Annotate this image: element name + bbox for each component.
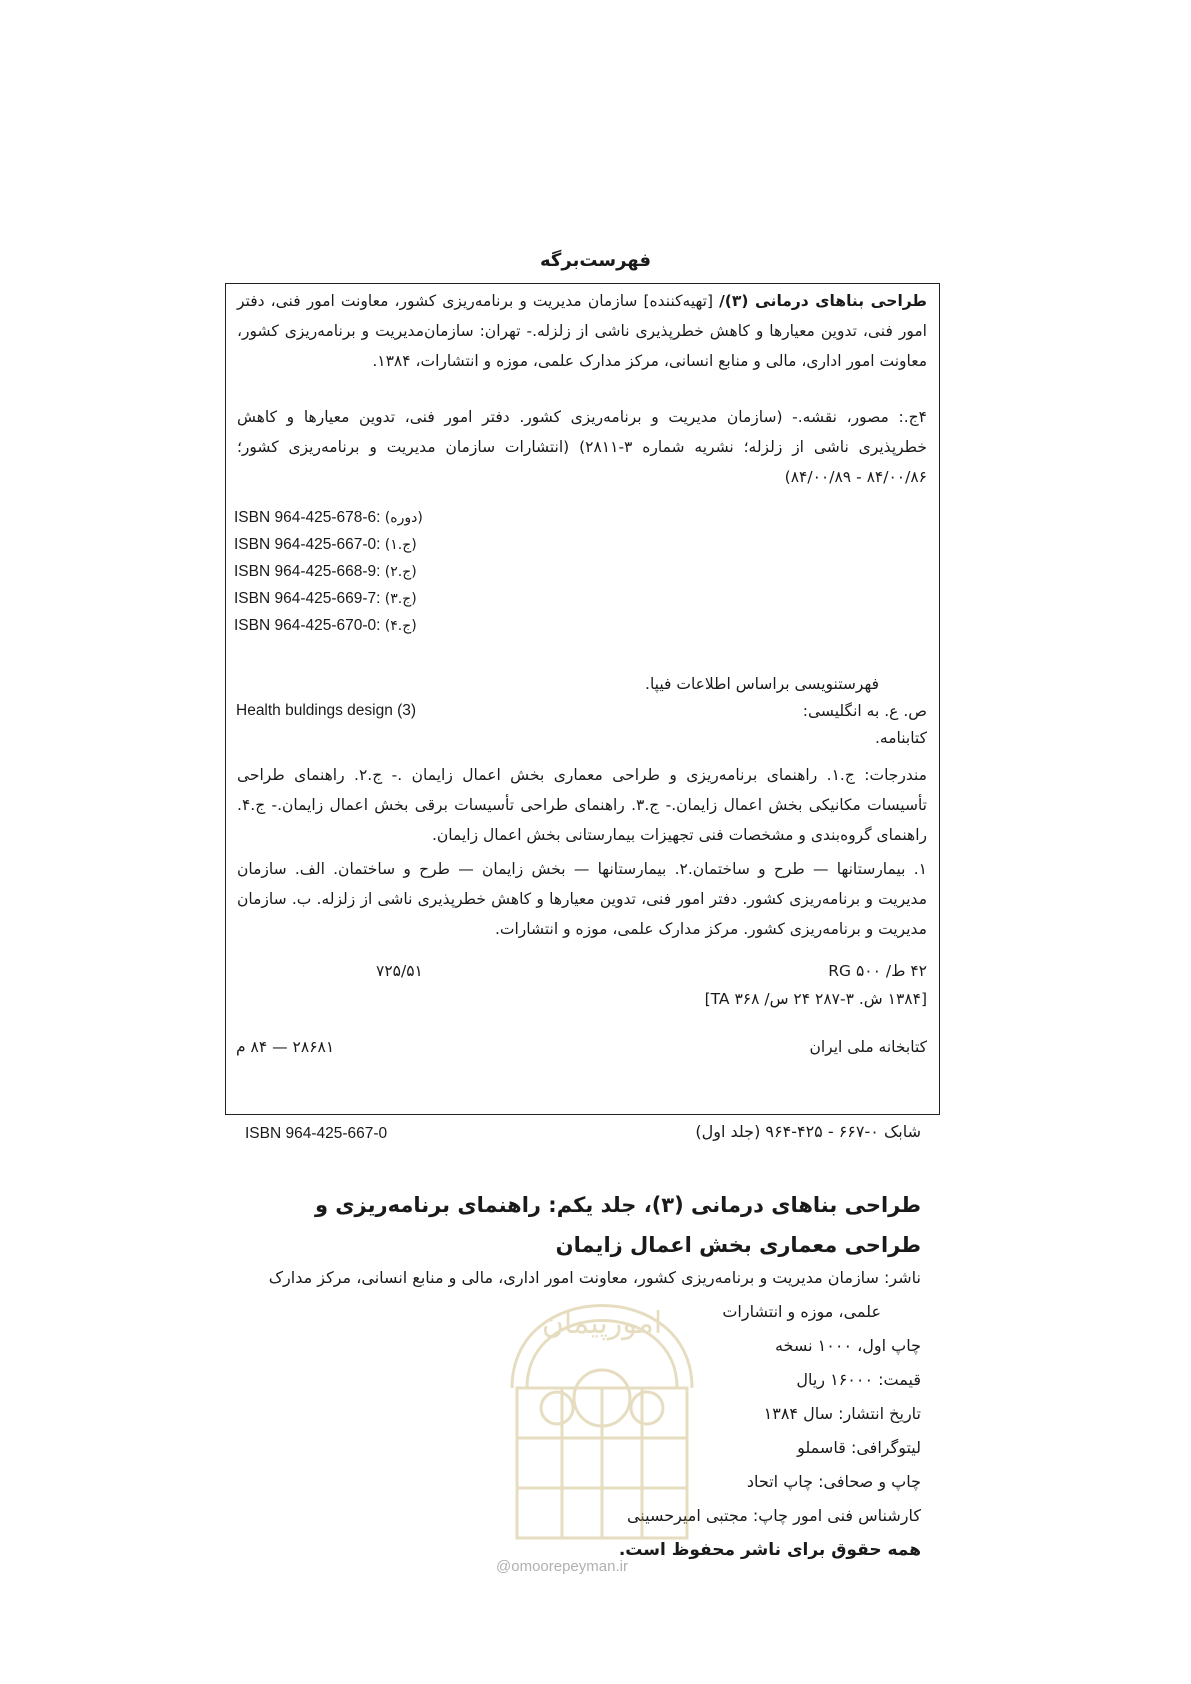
price: قیمت: ۱۶۰۰۰ ریال: [796, 1370, 921, 1389]
subject-headings: ۱. بیمارستانها — طرح و ساختمان.۲. بیمارستانها — بخش زایمان — طرح و ساختمان. الف. سازمان مدیریت و برنامه‌ریزی کشور. دفتر امور فنی، تدوین معیارها و کاهش خطرپذیری ناشی از زلزله. ب. سازمان مدیریت و برنامه‌ریزی کشور. مرکز مدارک علمی، موزه و انتشارات.: [237, 860, 927, 938]
library-number: ۲۸۶۸۱ — ۸۴ م: [236, 1038, 335, 1056]
watermark-text: @omoorepeyman.ir: [496, 1558, 628, 1575]
catalog-card: [225, 283, 940, 1115]
entry-text: [تهیه‌کننده] سازمان مدیریت و برنامه‌ریزی کشور، معاونت امور فنی، دفتر امور فنی، تدوین معیارها و کاهش خطرپذیری ناشی از زلزله.- تهران: سازمان‌مدیریت و برنامه‌ریزی کشور، معاونت امور اداری، مالی و منابع انسانی، مرکز مدارک علمی، موزه و انتشارات، ۱۳۸۴.: [237, 292, 927, 370]
edition: چاپ اول، ۱۰۰۰ نسخه: [774, 1336, 921, 1355]
publish-date: تاریخ انتشار: سال ۱۳۸۴: [763, 1404, 921, 1423]
call-bracket: [۱۳۸۴ ش. ۳-۲۸۷ ۲۴ س/ ۳۶۸ TA]: [704, 990, 927, 1008]
publisher-line-1: ناشر: سازمان مدیریت و برنامه‌ریزی کشور، معاونت امور اداری، مالی و منابع انسانی، مرکز مدارک: [268, 1268, 921, 1287]
isbn-line: ISBN 964-425-667-0: (ج.۱): [234, 536, 417, 553]
english-title: Health buldings design (3): [236, 702, 417, 719]
bibliography-note: کتابنامه.: [874, 729, 927, 747]
lc-number: ۴۲ ط/ ۵۰۰ RG: [828, 962, 927, 980]
print-expert: کارشناس فنی امور چاپ: مجتبی امیرحسینی: [626, 1506, 921, 1525]
isbn-below: ISBN 964-425-667-0: [245, 1125, 388, 1142]
publisher-line-2: علمی، موزه و انتشارات: [722, 1302, 881, 1321]
isbn-line: ISBN 964-425-678-6: (دوره): [234, 509, 423, 526]
printing: چاپ و صحافی: چاپ اتحاد: [746, 1472, 921, 1491]
physical-description: ۴ج.: مصور، نقشه.- (سازمان مدیریت و برنامه‌ریزی کشور. دفتر امور فنی، تدوین معیارها و کاهش خطرپذیری ناشی از زلزله؛ نشریه شماره ۳-۲۸۱۱) (انتشارات سازمان مدیریت و برنامه‌ریزی کشور؛ ۸۴/۰۰/۸۶ - ۸۴/۰۰/۸۹): [237, 408, 927, 486]
contents-note: مندرجات: ج.۱. راهنمای برنامه‌ریزی و طراحی معماری بخش اعمال زایمان .- ج.۲. راهنمای طراحی تأسیسات مکانیکی بخش اعمال زایمان.- ج.۳. راهنمای طراحی تأسیسات برقی بخش اعمال زایمان.- ج.۴. راهنمای گروه‌بندی و مشخصات فنی تجهیزات بیمارستانی بخش اعمال زایمان.: [237, 766, 927, 844]
svg-text:امورپیمان: امورپیمان: [541, 1306, 663, 1341]
lithography: لیتوگرافی: قاسملو: [797, 1438, 921, 1457]
entry-main: [237, 286, 927, 376]
catalog-heading: فهرست‌برگه: [540, 250, 651, 271]
seal-logo: [492, 1218, 712, 1558]
isbn-line: ISBN 964-425-668-9: (ج.۲): [234, 563, 417, 580]
fipa-note: فهرستنویسی براساس اطلاعات فیپا.: [645, 675, 879, 693]
dewey-number: ۷۲۵/۵۱: [376, 962, 423, 980]
isbn-line: ISBN 964-425-669-7: (ج.۳): [234, 590, 417, 607]
book-title: طراحی بناهای درمانی (۳)، جلد یکم: راهنمای برنامه‌ریزی و طراحی معماری بخش اعمال زایمان: [314, 1193, 921, 1257]
shabak-line: شابک ۰-۶۶۷ - ۴۲۵-۹۶۴ (جلد اول): [695, 1122, 921, 1141]
library-name: کتابخانه ملی ایران: [809, 1038, 927, 1056]
entry-title: طراحی بناهای درمانی (۳)/: [719, 292, 927, 310]
english-title-label: ص. ع. به انگلیسی:: [802, 702, 927, 720]
copyright-notice: همه حقوق برای ناشر محفوظ است.: [618, 1540, 921, 1560]
isbn-line: ISBN 964-425-670-0: (ج.۴): [234, 617, 417, 634]
